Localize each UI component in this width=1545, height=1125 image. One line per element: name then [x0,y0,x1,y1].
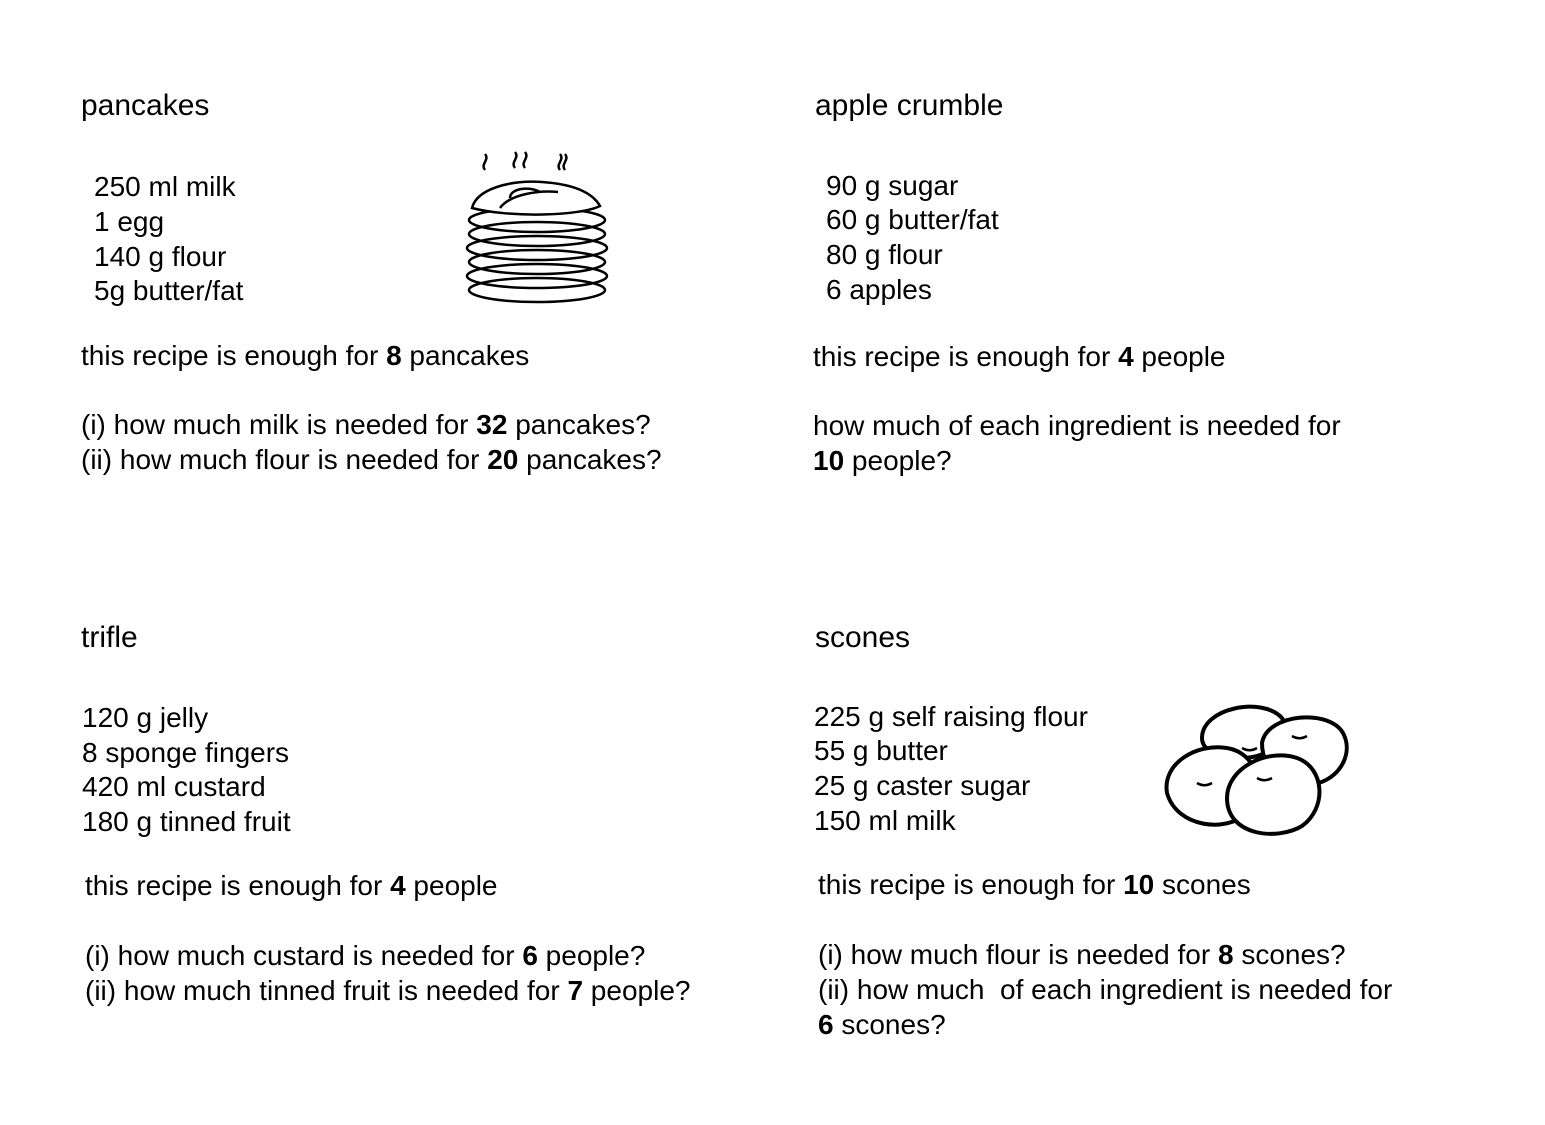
number: 10 [813,445,845,476]
question [85,974,690,1008]
ingredient: 180 g tinned fruit [82,806,291,837]
number: 7 [567,975,584,1006]
text: scones? [1233,939,1346,970]
text: (ii) how much flour is needed for [81,444,488,475]
question-line: (ii) how much of each ingredient is needed for [818,974,1393,1005]
number: 20 [487,444,519,475]
text: pancakes? [518,444,662,475]
ingredient: 250 ml milk [94,171,236,202]
number: 8 [386,340,402,371]
pancake-stack-illustration [460,150,614,306]
ingredient: 1 egg [94,206,165,237]
ingredient: 420 ml custard [82,771,266,802]
question-line: how much of each ingredient is needed for [813,410,1341,441]
number: 6 [522,940,538,971]
recipe-title: trifle [81,621,138,654]
scones-illustration [1162,698,1352,840]
number: 10 [1123,869,1155,900]
text: people? [844,445,952,476]
ingredient: 6 apples [826,274,932,305]
text: scones? [833,1009,946,1040]
question-line [813,444,952,478]
recipe-title: apple crumble [815,89,1004,122]
recipe-title: scones [815,621,911,654]
text: this recipe is enough for [81,340,387,371]
text: pancakes? [507,409,651,440]
number: 8 [1217,939,1234,970]
number: 32 [476,409,508,440]
ingredient: 225 g self raising flour [814,701,1088,732]
question [818,938,1346,972]
ingredient: 90 g sugar [826,170,959,201]
ingredient: 55 g butter [814,735,948,766]
text: this recipe is enough for [813,341,1119,372]
serving-text [818,868,1251,902]
text: this recipe is enough for [85,870,391,901]
text: people? [583,975,691,1006]
text: (i) how much flour is needed for [818,939,1218,970]
serving-text [813,340,1226,374]
ingredient: 150 ml milk [814,805,956,836]
text: (i) how much milk is needed for [81,409,477,440]
text: people? [537,940,646,971]
ingredient: 80 g flour [826,239,943,270]
question-line [818,1008,946,1042]
number: 6 [818,1009,834,1040]
text: (i) how much custard is needed for [85,940,523,971]
recipe-title: pancakes [81,89,210,122]
text: this recipe is enough for [818,869,1124,900]
number: 4 [390,870,406,901]
text: pancakes [401,340,530,371]
number: 4 [1118,341,1134,372]
ingredient: 140 g flour [94,241,227,272]
ingredient: 120 g jelly [82,702,209,733]
ingredient: 60 g butter/fat [826,204,999,235]
ingredient: 25 g caster sugar [814,770,1031,801]
question [81,443,662,477]
serving-text [81,339,529,373]
text: (ii) how much tinned fruit is needed for [85,975,568,1006]
ingredient: 8 sponge fingers [82,737,290,768]
text: people [405,870,498,901]
serving-text [85,869,498,903]
ingredient: 5g butter/fat [94,275,244,306]
question [85,939,645,973]
text: scones [1154,869,1251,900]
question [81,408,651,442]
text: people [1133,341,1226,372]
